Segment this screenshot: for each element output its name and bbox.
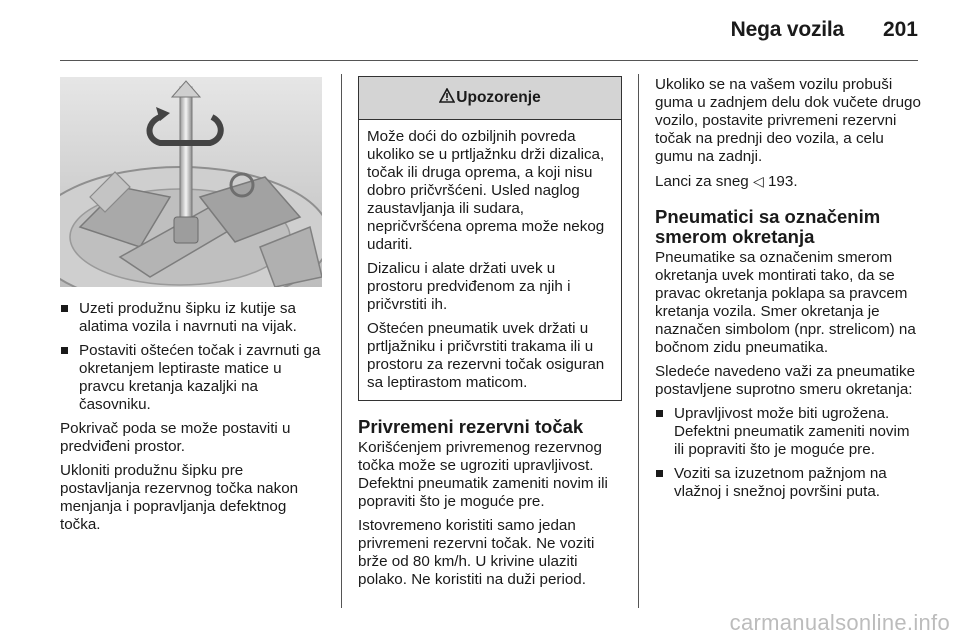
left-column xyxy=(60,300,322,540)
snow-chains-reference xyxy=(655,172,923,191)
snow-chains-text: Lanci za sneg xyxy=(655,173,749,190)
section-heading: Pneumatici sa označenim smerom okretanja xyxy=(655,206,881,247)
warning-box xyxy=(358,76,622,401)
column-divider-right xyxy=(638,74,639,608)
bullet-square-icon xyxy=(656,470,663,477)
spare-wheel-jack-illustration xyxy=(60,77,322,287)
warnings-list xyxy=(655,405,923,501)
middle-column xyxy=(358,76,622,595)
paragraph: Ukloniti produžnu šipku pre postavljanja rezervnog točka nakon menjanja i popravljanja defektnog točka. xyxy=(60,462,299,533)
steps-list xyxy=(60,300,322,414)
bullet-square-icon xyxy=(61,305,68,312)
header-divider xyxy=(60,60,918,61)
watermark: carmanualsonline.info xyxy=(729,610,950,635)
bullet-square-icon xyxy=(61,347,68,354)
warning-title: Upozorenje xyxy=(456,89,541,106)
bullet-square-icon xyxy=(656,410,663,417)
paragraph: Ukoliko se na vašem vozilu probuši guma u zadnjem delu dok vučete drugo vozilo, postavite privremeni rezervni točak na prednji deo vozila, a celu gumu na zadnji. xyxy=(655,76,921,165)
paragraph: Može doći do ozbiljnih povreda ukoliko se u prtljažnku drži dizalica, točak ili druga oprema, a koji nisu dobro pričvršćeni. Usled naglog zaustavljanja ili sudara, nepričvršćena oprema može nekog udariti. xyxy=(367,128,605,253)
page-number: 201 xyxy=(882,18,918,41)
paragraph: Dizalicu i alate držati uvek u prostoru predviđenom za njih i pričvrstiti ih. xyxy=(367,260,571,313)
page-header xyxy=(0,0,960,62)
column-divider-left xyxy=(341,74,342,608)
paragraph: Pneumatike sa označenim smerom okretanja uvek montirati tako, da se pravac okretanja poklapa sa pravcem kretanja vozila. Smer okretanja je naznačen simbolom (npr. strelicom) na bočnom zidu pneumatika. xyxy=(655,249,916,356)
list-item: Postaviti oštećen točak i zavrnuti ga okretanjem leptiraste matice u pravcu kretanja kazaljki na časovniku. xyxy=(60,342,322,414)
jack-illustration-icon xyxy=(60,77,322,287)
page-reference-link[interactable]: 193. xyxy=(767,173,798,190)
list-item: Upravljivost može biti ugrožena. Defektni pneumatik zameniti novim ili popraviti što je moguće pre. xyxy=(655,405,923,459)
warning-triangle-icon xyxy=(439,88,455,108)
paragraph: Pokrivač poda se može postaviti u predviđeni prostor. xyxy=(60,420,291,455)
list-item: Voziti sa izuzetnom pažnjom na vlažnoj i snežnoj površini puta. xyxy=(655,465,923,501)
section-heading: Privremeni rezervni točak xyxy=(358,416,584,437)
warning-header xyxy=(359,77,621,120)
page-title: Nega vozila xyxy=(730,18,844,41)
warning-body xyxy=(359,120,621,400)
list-item: Uzeti produžnu šipku iz kutije sa alatima vozila i navrnuti na vijak. xyxy=(60,300,322,336)
paragraph: Sledeće navedeno važi za pneumatike postavljene suprotno smeru okretanja: xyxy=(655,363,916,398)
paragraph: Oštećen pneumatik uvek držati u prtljažniku i pričvrstiti trakama ili u prostoru za rezervni točak osiguran sa leptirastom maticom. xyxy=(367,320,605,391)
paragraph: Korišćenjem privremenog rezervnog točka može se ugroziti upravljivost. Defektni pneumatik zameniti novim ili popraviti što je moguće pre. xyxy=(358,439,608,510)
right-column xyxy=(655,76,923,507)
paragraph: Istovremeno koristiti samo jedan privremeni rezervni točak. Ne voziti brže od 80 km/h. U krivine ulaziti polako. Ne koristiti na duži period. xyxy=(358,517,595,588)
page-reference-icon: ◁ xyxy=(752,173,764,189)
